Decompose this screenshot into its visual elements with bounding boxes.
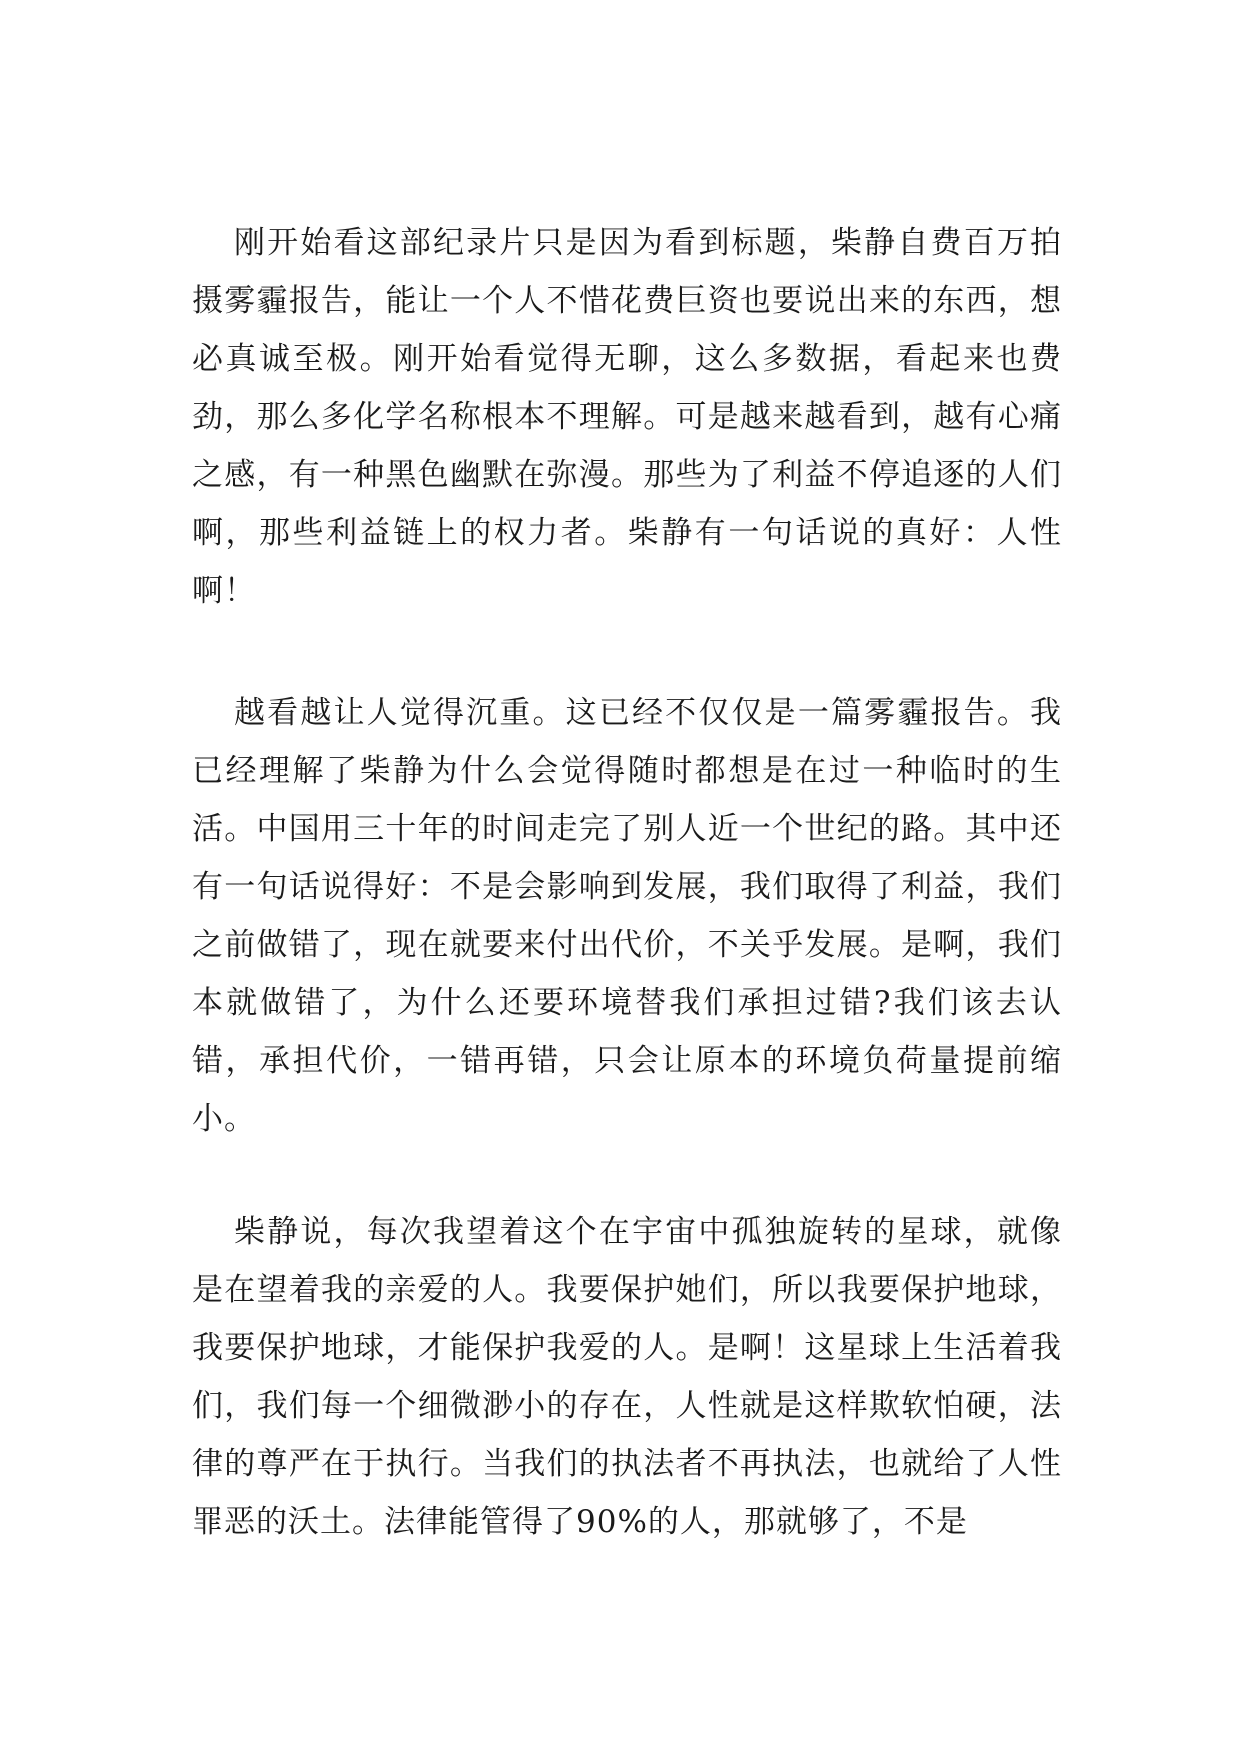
paragraph-2: 越看越让人觉得沉重。这已经不仅仅是一篇雾霾报告。我已经理解了柴静为什么会觉得随时都想是在过一种临时的生活。中国用三十年的时间走完了别人近一个世纪的路。其中还有一句话说得好：不是会影响到发展，我们取得了利益，我们之前做错了，现在就要来付出代价，不关乎发展。是啊，我们本就做错了，为什么还要环境替我们承担过错?我们该去认错，承担代价，一错再错，只会让原本的环境负荷量提前缩小。 [192, 695, 1062, 1137]
paragraph-1: 刚开始看这部纪录片只是因为看到标题，柴静自费百万拍摄雾霾报告，能让一个人不惜花费巨资也要说出来的东西，想必真诚至极。刚开始看觉得无聊，这么多数据，看起来也费劲，那么多化学名称根本不理解。可是越来越看到，越有心痛之感，有一种黑色幽默在弥漫。那些为了利益不停追逐的人们啊，那些利益链上的权力者。柴静有一句话说的真好：人性啊！ [192, 225, 1062, 609]
paragraph-3: 柴静说，每次我望着这个在宇宙中孤独旋转的星球，就像是在望着我的亲爱的人。我要保护她们，所以我要保护地球，我要保护地球，才能保护我爱的人。是啊！这星球上生活着我们，我们每一个细微渺小的存在，人性就是这样欺软怕硬，法律的尊严在于执行。当我们的执法者不再执法，也就给了人性罪恶的沃土。法律能管得了90%的人，那就够了，不是 [192, 1214, 1062, 1540]
